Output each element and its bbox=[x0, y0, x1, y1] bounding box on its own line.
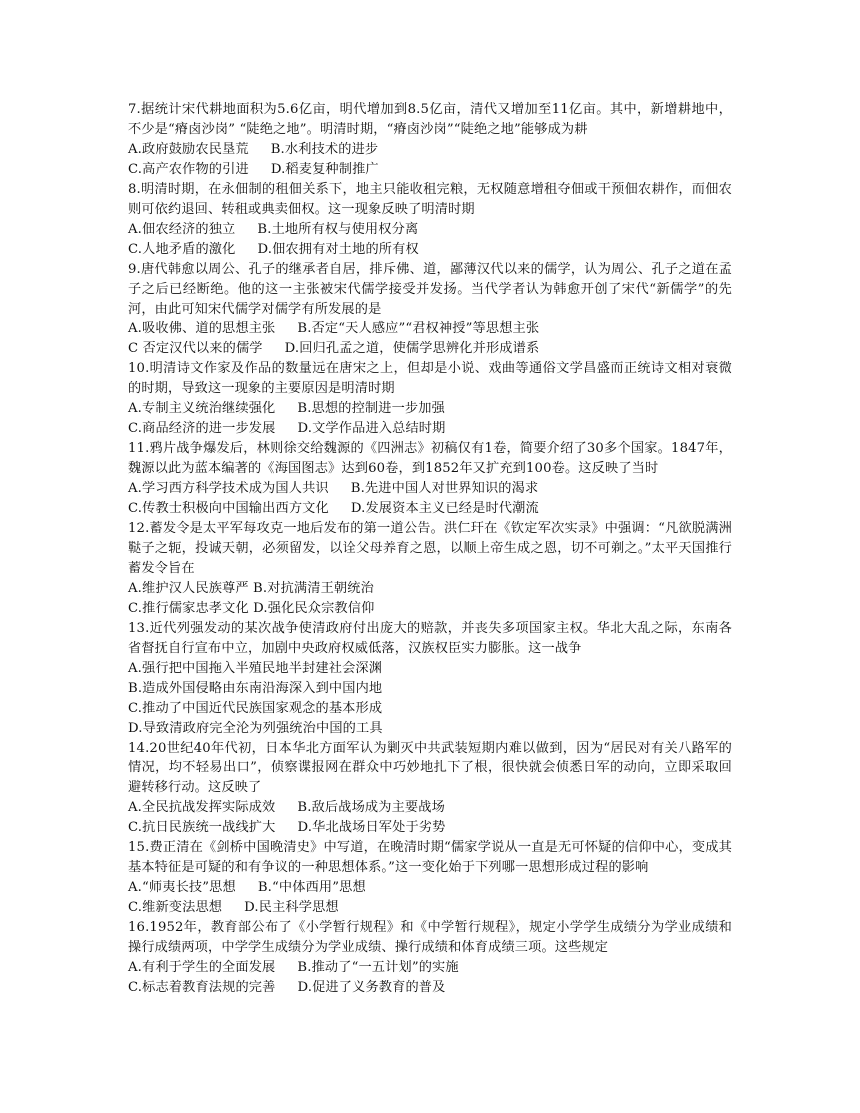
question-block bbox=[128, 838, 732, 918]
options-line bbox=[128, 699, 732, 719]
answer-option: B.“中体西用”思想 bbox=[257, 880, 366, 896]
answer-option: C.人地矛盾的激化 bbox=[128, 241, 236, 257]
options-line bbox=[128, 499, 732, 519]
options-line bbox=[128, 339, 732, 359]
answer-option: D.民主科学思想 bbox=[244, 900, 339, 916]
answer-option: C.抗日民族统一战线扩大 bbox=[128, 820, 276, 836]
options-line bbox=[128, 659, 732, 679]
question-block bbox=[128, 180, 732, 260]
question-stem: 9.唐代韩愈以周公、孔子的继承者自居，排斥佛、道，鄙薄汉代以来的儒学，认为周公、孔子之道在孟子之后已经断绝。他的这一主张被宋代儒学接受并发扬。当代学者认为韩愈开创了宋代“新儒学”的先河，由此可知宋代儒学对儒学有所发展的是 bbox=[128, 261, 732, 317]
answer-option: A.“师夷长技”思想 bbox=[128, 880, 236, 896]
answer-option: D.导致清政府完全沦为列强统治中国的工具 bbox=[128, 720, 383, 736]
question-stem: 12.蓄发令是太平军每攻克一地后发布的第一道公告。洪仁玕在《钦定军次实录》中强调：“凡欲脱满洲鞑子之轭，投诚天朝，必须留发，以诠父母养育之恩，以顺上帝生成之恩，切不可剃之。”太平天国推行蓄发令旨在 bbox=[128, 521, 732, 576]
answer-option: C 否定汉代以来的儒学 bbox=[128, 341, 263, 357]
question-stem: 10.明清诗文作家及作品的数量远在唐宋之上，但却是小说、戏曲等通俗文学昌盛而正统诗文相对衰微的时期，导致这一现象的主要原因是明清时期 bbox=[128, 361, 732, 397]
answer-option: A.有利于学生的全面发展 bbox=[128, 959, 276, 975]
question-block bbox=[128, 260, 732, 360]
options-line bbox=[128, 818, 732, 838]
question-block bbox=[128, 739, 732, 839]
answer-option: C.高产农作物的引进 bbox=[128, 161, 249, 177]
options-line bbox=[128, 978, 732, 998]
answer-option: B.思想的控制进一步加强 bbox=[297, 401, 445, 417]
question-stem: 15.费正清在《剑桥中国晚清史》中写道，在晚清时期“儒家学说从一直是无可怀疑的信仰中心，变成其基本特征是可疑的和有争议的一种思想体系。”这一变化始于下列哪一思想形成过程的影响 bbox=[128, 840, 732, 876]
answer-option: C.商品经济的进一步发展 bbox=[128, 421, 276, 437]
answer-option: B.敌后战场成为主要战场 bbox=[297, 800, 445, 816]
options-line bbox=[128, 220, 732, 240]
options-line bbox=[128, 319, 732, 339]
answer-option: A.政府鼓励农民垦荒 bbox=[128, 141, 249, 157]
answer-option: C.推动了中国近代民族国家观念的基本形成 bbox=[128, 700, 383, 716]
question-stem: 8.明清时期，在永佃制的租佃关系下，地主只能收租完粮，无权随意增租夺佃或干预佃农耕作，而佃农则可依约退回、转租或典卖佃权。这一现象反映了明清时期 bbox=[128, 181, 732, 217]
question-block bbox=[128, 359, 732, 439]
answer-option: D.发展资本主义已经是时代潮流 bbox=[350, 501, 539, 517]
answer-option: A.维护汉人民族尊严 B.对抗满清王朝统治 bbox=[128, 580, 374, 596]
question-stem: 13.近代列强发动的某次战争使清政府付出庞大的赔款，并丧失多项国家主权。华北大乱之际，东南各省督抚自行宣布中立，加剧中央政府权威低落，汉族权臣实力膨胀。这一战争 bbox=[128, 620, 732, 656]
options-line bbox=[128, 399, 732, 419]
answer-option: D.佃农拥有对土地的所有权 bbox=[257, 241, 419, 257]
answer-option: C.标志着教育法规的完善 bbox=[128, 979, 276, 995]
answer-option: D.华北战场日军处于劣势 bbox=[297, 820, 446, 836]
answer-option: A.专制主义统治继续强化 bbox=[128, 401, 276, 417]
answer-option: C.传教士积极向中国输出西方文化 bbox=[128, 501, 329, 517]
options-line bbox=[128, 419, 732, 439]
options-line bbox=[128, 160, 732, 180]
options-line bbox=[128, 719, 732, 739]
options-line bbox=[128, 878, 732, 898]
question-block bbox=[128, 918, 732, 998]
question-block bbox=[128, 619, 732, 739]
question-stem: 7.据统计宋代耕地面积为5.6亿亩，明代增加到8.5亿亩，清代又增加至11亿亩。其中，新增耕地中，不少是“瘠卤沙岗” “陡绝之地”。明清时期，“瘠卤沙岗”“陡绝之地”能够成为耕 bbox=[128, 102, 732, 137]
options-line bbox=[128, 599, 732, 619]
options-line bbox=[128, 240, 732, 260]
answer-option: B.先进中国人对世界知识的渴求 bbox=[350, 481, 539, 497]
question-block bbox=[128, 100, 732, 180]
question-stem: 11.鸦片战争爆发后，林则徐交给魏源的《四洲志》初稿仅有1卷，简要介绍了30多个国家。1847年，魏源以此为蓝本编著的《海国图志》达到60卷，到1852年又扩充到100卷。这反映了当时 bbox=[128, 441, 732, 477]
answer-option: B.否定“天人感应”“君权神授”等思想主张 bbox=[297, 321, 540, 337]
answer-option: B.造成外国侵略由东南沿海深入到中国内地 bbox=[128, 680, 383, 696]
answer-option: B.水利技术的进步 bbox=[270, 141, 379, 157]
options-line bbox=[128, 898, 732, 918]
answer-option: D.文学作品进入总结时期 bbox=[297, 421, 446, 437]
exam-page bbox=[128, 100, 732, 998]
answer-option: A.佃农经济的独立 bbox=[128, 221, 236, 237]
question-stem: 16.1952年，教育部公布了《小学暂行规程》和《中学暂行规程》，规定小学学生成绩分为学业成绩和操行成绩两项，中学学生成绩分为学业成绩、操行成绩和体育成绩三项。这些规定 bbox=[128, 920, 732, 956]
options-line bbox=[128, 679, 732, 699]
answer-option: B.推动了“一五计划”的实施 bbox=[297, 959, 459, 975]
answer-option: B.土地所有权与使用权分离 bbox=[257, 221, 419, 237]
options-line bbox=[128, 140, 732, 160]
question-block bbox=[128, 439, 732, 519]
answer-option: A.强行把中国拖入半殖民地半封建社会深渊 bbox=[128, 660, 383, 676]
options-line bbox=[128, 958, 732, 978]
answer-option: D.稻麦复种制推广 bbox=[270, 161, 379, 177]
question-block bbox=[128, 519, 732, 619]
answer-option: C.维新变法思想 bbox=[128, 900, 223, 916]
answer-option: D.回归孔孟之道，使儒学思辨化并形成谱系 bbox=[284, 341, 540, 357]
answer-option: A.学习西方科学技术成为国人共识 bbox=[128, 481, 329, 497]
options-line bbox=[128, 479, 732, 499]
options-line bbox=[128, 798, 732, 818]
answer-option: A.吸收佛、道的思想主张 bbox=[128, 321, 276, 337]
options-line bbox=[128, 579, 732, 599]
question-stem: 14.20世纪40年代初，日本华北方面军认为剿灭中共武装短期内难以做到，因为“居民对有关八路军的情况，均不轻易出口”，侦察谍报网在群众中巧妙地扎下了根，很快就会侦悉日军的动向，立即采取回避转移行动。这反映了 bbox=[128, 740, 732, 796]
answer-option: A.全民抗战发挥实际成效 bbox=[128, 800, 276, 816]
answer-option: C.推行儒家忠孝文化 D.强化民众宗教信仰 bbox=[128, 600, 375, 616]
answer-option: D.促进了义务教育的普及 bbox=[297, 979, 446, 995]
